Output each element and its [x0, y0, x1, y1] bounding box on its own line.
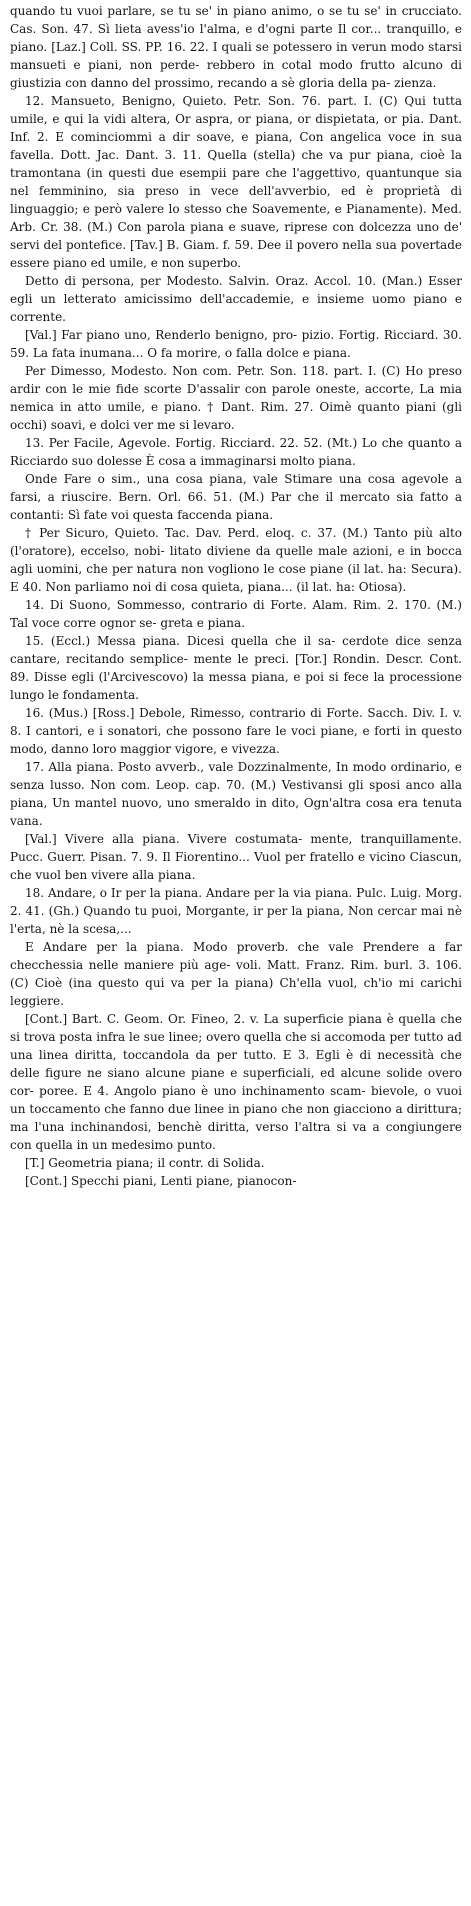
entry-line: E Andare per la piana. Modo proverb. che vale — [25, 940, 354, 954]
dictionary-entry — [10, 524, 462, 596]
dictionary-entry — [10, 272, 462, 326]
entry-line: congiungere con quella in un medesimo punto. — [10, 1120, 462, 1152]
entry-line: l'alma, e d'ogni parte Il cor... tranquillo, e piano. — [10, 22, 462, 54]
entry-line: modo, danno loro maggior vigore, e vivezza. — [10, 742, 280, 756]
entry-line: [Val.] Far piano uno, Renderlo benigno, pro- — [25, 328, 298, 342]
dictionary-entry — [10, 758, 462, 830]
entry-line: Prendere a far checchessia nelle maniere più age- — [10, 940, 462, 972]
entry-line: quando tu vuoi parlare, se tu se' in piano animo, o — [10, 4, 325, 18]
entry-line: † Per Sicuro, Quieto. Tac. Dav. Perd. eloq. — [25, 526, 295, 540]
dictionary-entry — [10, 434, 462, 470]
entry-line: c. 37. (M.) Tanto più alto (l'oratore), eccelso, nobi- — [10, 526, 462, 558]
entry-line: ed è proprietà di linguaggio; e però valere lo — [10, 184, 462, 216]
entry-line: 66. 51. (M.) Par che il mercato sia fatto a contanti: — [10, 490, 463, 522]
entry-line: Alam. Rim. 2. 170. (M.) Tal voce corre ognor se- — [10, 598, 462, 630]
entry-line: bievole, o vuoi un toccamento che fanno due linee — [10, 1084, 462, 1116]
entry-line: superficie piana è quella che si trova posta infra le — [10, 1012, 462, 1044]
dictionary-entry — [10, 92, 462, 272]
entry-line: puoi, Morgante, ir per la piana, Non cercar mai nè — [151, 904, 462, 918]
entry-line: 18. Andare, o Ir per la piana. Andare per la via — [25, 886, 312, 900]
dictionary-entry — [10, 362, 462, 434]
entry-line: sia nel femminino, sia preso in vece dell'avverbio, — [10, 166, 462, 198]
entry-line: Un mantel nuovo, uno smeraldo in dito, Ogn'altra — [52, 796, 362, 810]
dictionary-entry — [10, 704, 462, 758]
entry-line: carichi leggiere. — [10, 976, 463, 1008]
entry-line: [Val.] Vivere alla piana. Vivere costumata- — [25, 832, 303, 846]
entry-line: ad una linea diritta, toccandola da per tutto. E 3. — [10, 1030, 462, 1062]
entry-line: mente le preci. [Tor.] Rondin. Descr. Cont. 89. — [10, 652, 462, 684]
entry-line: in piano che non giacciono a dirittura; ma l'una — [10, 1102, 462, 1134]
entry-line: stesso che Soavemente, e Pianamente). Med. Arb. — [10, 202, 462, 234]
entry-line: Per Dimesso, Modesto. Non com. Petr. Son. — [25, 364, 297, 378]
dictionary-entry — [10, 830, 462, 884]
entry-line: Accol. 10. (Man.) Esser egli un letterato amicissimo — [10, 274, 462, 306]
entry-line: poree. E 4. Angolo piano è uno inchinamento scam- — [39, 1084, 366, 1098]
entry-line: l'erta, nè la scesa,... — [10, 922, 132, 936]
entry-line: In modo ordinario, e senza lusso. Non com. Leop. — [10, 760, 462, 792]
dictionary-entry — [10, 1154, 462, 1172]
entry-line: 118. part. I. (C) Ho preso ardir con le mie fide — [10, 364, 462, 396]
entry-line: agli uomini, che per natura non vogliono le cose — [10, 562, 306, 576]
entry-line: questo qui va per la piana) Ch'ella vuol, ch'io mi — [98, 976, 414, 990]
entry-line: scorte D'assalir con parole oneste, accorte, La mia — [143, 382, 462, 396]
entry-line: 12. Mansueto, Benigno, Quieto. Petr. Son. 76. — [25, 94, 321, 108]
entry-line: Detto di persona, per Modesto. Salvin. Oraz. — [25, 274, 309, 288]
entry-line: E cominciommi a dir soave, e piana, Con angelica — [55, 130, 382, 144]
entry-line: Forte. Sacch. Div. I. v. 8. I cantori, e i sonatori, — [10, 706, 463, 738]
entry-line: O fa morire, o falla dolce e piana. — [147, 346, 351, 360]
entry-line: Disse egli (l'Arcivescovo) la messa piana, e poi si — [33, 670, 339, 684]
entry-line: nemica in atto umile, e piano. † Dant. Rim. 27. — [10, 400, 314, 414]
entry-line: cosa era tenuta vana. — [10, 796, 462, 828]
entry-line: Onde Fare o sim., una cosa piana, vale Stimare — [25, 472, 333, 486]
entry-line: [T.] Geometria piana; il contr. di Solida. — [25, 1156, 265, 1170]
entry-line: litato diviene da quelle male azioni, e in bocca — [169, 544, 462, 558]
entry-line: se tu se' in crucciato. Cas. Son. 47. Sì lieta avess'io — [10, 4, 462, 36]
entry-line: dolcezza uno de' servi del pontefice. [Tav.] B. Giam. — [10, 220, 462, 252]
entry-line: ed umile, e non superbo. — [90, 256, 242, 270]
entry-line: f. 59. Dee il povero nella sua povertade essere piano — [10, 238, 462, 270]
entry-line: 17. Alla piana. Posto avverb., vale Dozzinalmente, — [25, 760, 332, 774]
entry-line: 16. (Mus.) [Ross.] Debole, Rimesso, contrario di — [25, 706, 322, 720]
entry-line: una cosa agevole a farsi, a riuscire. Bern. Orl. — [10, 472, 462, 504]
dictionary-entry — [10, 884, 462, 938]
dictionary-entry — [10, 1172, 462, 1190]
entry-line: zienza. — [394, 76, 437, 90]
entry-line: Il Fiorentino... Vuol per fratello e vicino Ciascun, — [162, 850, 462, 864]
entry-line: rebbero in cotal modo frutto alcuno di giustizia con — [10, 58, 462, 90]
dictionary-entry — [10, 1010, 462, 1154]
dictionary-entry — [10, 326, 462, 362]
entry-line: part. I. (C) Qui tutta umile, e qui la vidi altera, Or — [10, 94, 462, 126]
entry-line: sue linee; overo quella che si accomoda per tutto — [143, 1030, 444, 1044]
entry-line: danno del prossimo, recando a sè gloria della pa- — [90, 76, 391, 90]
entry-line: (stella) che va pur piana, cioè la tramontana (in — [10, 148, 462, 180]
entry-line: Oimè quanto piani (gli occhi) soavi, e dolci ver me — [10, 400, 462, 432]
entry-line: in verun modo starsi mansueti e piani, non perde- — [10, 40, 462, 72]
entry-line: dell'accademie, e insieme uomo piano e corrente. — [10, 292, 462, 324]
entry-line: voce in sua favella. Dott. Jac. Dant. 3. 11. Quella — [10, 130, 462, 162]
dictionary-entry — [10, 2, 462, 92]
entry-line: voli. Matt. Franz. Rim. burl. 3. 106. (C) Cioè (ina — [10, 958, 462, 990]
dictionary-entry — [10, 938, 462, 1010]
entry-line: mente, tranquillamente. Pucc. Guerr. Pisan. 7. 9. — [10, 832, 462, 864]
entry-line: [Cont.] Specchi piani, Lenti piane, pianocon- — [25, 1174, 297, 1188]
dictionary-entry — [10, 596, 462, 632]
entry-line: piana. Pulc. Luig. Morg. 2. 41. (Gh.) Quando tu — [10, 886, 463, 918]
entry-line: si levaro. — [179, 418, 235, 432]
entry-line: aspra, or piana, or dispietata, or pia. Dant. Inf. 2. — [10, 112, 462, 144]
entry-line: piane (il lat. ha: Secura). E 40. Non parliamo — [10, 562, 462, 594]
entry-line: greta e piana. — [160, 616, 246, 630]
entry-line: [Laz.] Coll. SS. PP. 16. 22. I quali se potessero — [51, 40, 333, 54]
entry-line: che possono fare le voci piane, e forti in questo — [166, 724, 462, 738]
entry-line: piane e superficiali, ed alcune solide overo cor- — [10, 1066, 462, 1098]
entry-line: cerdote dice senza cantare, recitando semplice- — [10, 634, 462, 666]
entry-line: pizio. Fortig. Ricciard. 30. 59. La fata inumana... — [10, 328, 462, 360]
entry-line: Egli è di necessità che delle figure ne siano alcune — [10, 1048, 462, 1080]
entry-line: inchinandosi, benchè diritta, verso l'altra si va a — [70, 1120, 380, 1134]
entry-line: che vuol ben vivere alla piana. — [10, 868, 196, 882]
entry-line: 13. Per Facile, Agevole. Fortig. Ricciard. 22. — [25, 436, 299, 450]
entry-line: 52. (Mt.) Lo che quanto a Ricciardo suo dolesse È — [10, 436, 462, 468]
entry-line: Sì fate voi questa faccenda piana. — [67, 508, 274, 522]
entry-line: questi due esempii pare che l'aggettivo, quantunque — [108, 166, 440, 180]
entry-line: [Cont.] Bart. C. Geom. Or. Fineo, 2. v. La — [25, 1012, 279, 1026]
dictionary-entry — [10, 470, 462, 524]
dictionary-entry — [10, 632, 462, 704]
entry-line: cap. 70. (M.) Vestivansi gli sposi anco alla piana, — [10, 778, 462, 810]
entry-line: Cr. 38. (M.) Con parola piana e suave, riprese con — [40, 220, 355, 234]
entry-line: 14. Di Suono, Sommesso, contrario di Forte. — [25, 598, 307, 612]
entry-line: cosa a immaginarsi molto piana. — [158, 454, 356, 468]
entry-line: fece la processione lungo le fondamenta. — [10, 670, 462, 702]
entry-line: noi di cosa quieta, piana... (il lat. ha: Otiosa). — [132, 580, 407, 594]
entry-line: 15. (Eccl.) Messa piana. Dicesi quella che il sa- — [25, 634, 336, 648]
